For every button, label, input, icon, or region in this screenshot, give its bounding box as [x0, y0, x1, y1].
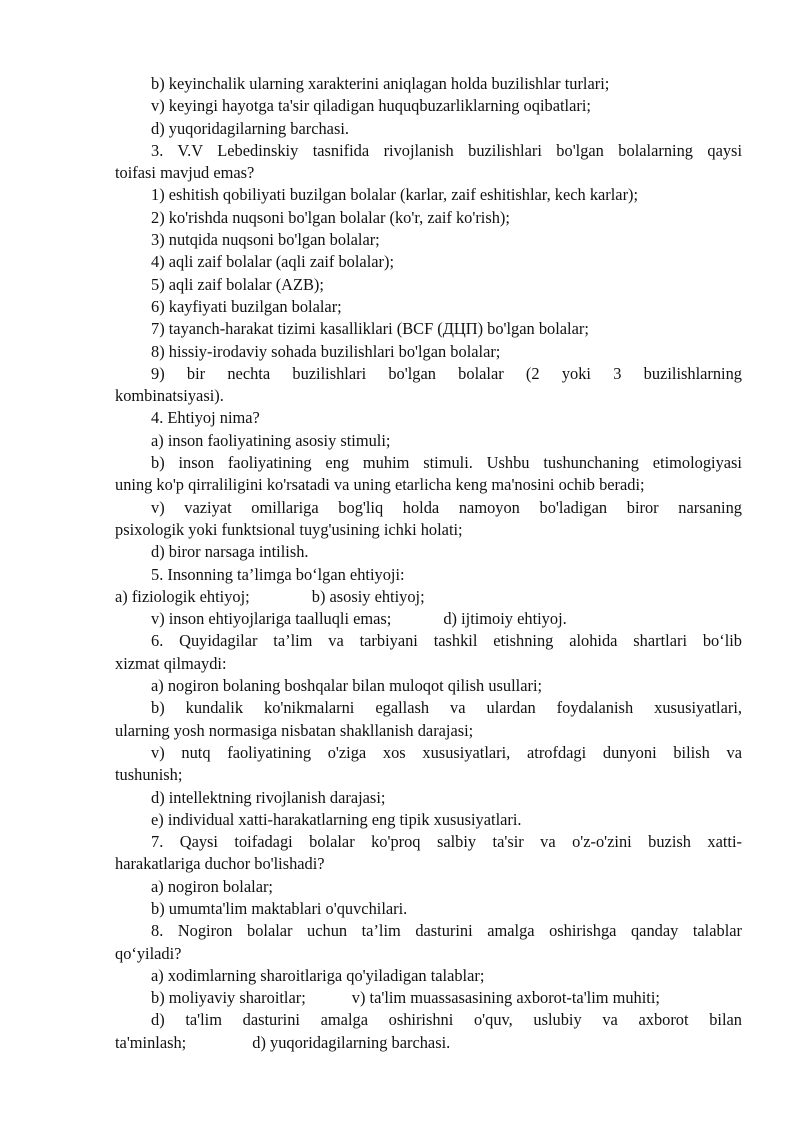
- q8-option-d-cont: ta'minlash;: [115, 1032, 187, 1052]
- question-3-cont: toifasi mavjud emas?: [115, 163, 255, 183]
- q3-option-3: 3) nutqida nuqsoni bo'lgan bolalar;: [151, 230, 380, 250]
- question-3: 3. V.V Lebedinskiy tasnifida rivojlanish buzilishlari bo'lgan bolalarning qaysi: [151, 140, 742, 160]
- q8-options-row: [115, 987, 742, 1009]
- q8-option-a: a) xodimlarning sharoitlariga qo'yiladigan talablar;: [151, 965, 485, 985]
- question-7-cont: harakatlariga duchor bo'lishadi?: [115, 854, 325, 874]
- q8-option-d: d) ta'lim dasturini amalga oshirishni o'quv, uslubiy va axborot bilan: [151, 1010, 742, 1030]
- question-8: 8. Nogiron bolalar uchun ta’lim dasturini amalga oshirishga qanday talablar: [151, 921, 742, 941]
- q3-option-9: 9) bir nechta buzilishlari bo'lgan bolalar (2 yoki 3 buzilishlarning: [151, 363, 742, 383]
- q5-option-d: d) ijtimoiy ehtiyoj.: [443, 609, 567, 629]
- question-4: 4. Ehtiyoj nima?: [151, 408, 260, 428]
- q3-option-8: 8) hissiy-irodaviy sohada buzilishlari bo'lgan bolalar;: [151, 341, 501, 361]
- q3-option-6: 6) kayfiyati buzilgan bolalar;: [151, 296, 342, 316]
- q3-option-7: 7) tayanch-harakat tizimi kasalliklari (BCF (ДЦП) bo'lgan bolalar;: [151, 319, 589, 339]
- q7-option-a: a) nogiron bolalar;: [151, 876, 273, 896]
- q3-option-4: 4) aqli zaif bolalar (aqli zaif bolalar);: [151, 252, 395, 272]
- q3-option-9-cont: kombinatsiyasi).: [115, 386, 224, 406]
- q5-options-row-1: [115, 586, 742, 608]
- q2-option-v: v) keyingi hayotga ta'sir qiladigan huquqbuzarliklarning oqibatlari;: [151, 96, 591, 116]
- q2-option-d: d) yuqoridagilarning barchasi.: [151, 118, 349, 138]
- q6-option-v-cont: tushunish;: [115, 765, 183, 785]
- q6-option-a: a) nogiron bolaning boshqalar bilan muloqot qilish usullari;: [151, 676, 543, 696]
- question-7: 7. Qaysi toifadagi bolalar ko'proq salbiy ta'sir va o'z-o'zini buzish xatti-: [151, 832, 742, 852]
- q4-option-b-cont: uning ko'p qirraliligini ko'rsatadi va uning etarlicha keng ma'nosini ochib beradi;: [115, 475, 645, 495]
- q8-option-d2: d) yuqoridagilarning barchasi.: [252, 1032, 451, 1052]
- q4-option-b: b) inson faoliyatining eng muhim stimuli. Ushbu tushunchaning etimologiyasi: [151, 453, 742, 473]
- q2-option-b: b) keyinchalik ularning xarakterini aniqlagan holda buzilishlar turlari;: [151, 74, 610, 93]
- q5-option-a: a) fiziologik ehtiyoj;: [115, 586, 250, 606]
- q5-options-row-2: [115, 608, 742, 630]
- q3-option-2: 2) ko'rishda nuqsoni bo'lgan bolalar (ko'r, zaif ko'rish);: [151, 207, 510, 227]
- q8-option-b: b) moliyaviy sharoitlar;: [151, 988, 306, 1008]
- q6-option-e: e) individual xatti-harakatlarning eng tipik xususiyatlari.: [151, 809, 522, 829]
- q6-option-b: b) kundalik ko'nikmalarni egallash va ulardan foydalanish xususiyatlari,: [151, 698, 742, 718]
- question-6-cont: xizmat qilmaydi:: [115, 653, 227, 673]
- q6-option-b-cont: ularning yosh normasiga nisbatan shakllanish darajasi;: [115, 720, 474, 740]
- q4-option-d: d) biror narsaga intilish.: [151, 542, 309, 562]
- q4-option-v-cont: psixologik yoki funktsional tuyg'usining ichki holati;: [115, 519, 463, 539]
- q3-option-1: 1) eshitish qobiliyati buzilgan bolalar (karlar, zaif eshitishlar, kech karlar);: [151, 185, 639, 205]
- q4-option-a: a) inson faoliyatining asosiy stimuli;: [151, 430, 391, 450]
- q8-options-last-row: [115, 1032, 742, 1054]
- q7-option-b: b) umumta'lim maktablari o'quvchilari.: [151, 898, 408, 918]
- question-5: 5. Insonning ta’limga bo‘lgan ehtiyoji:: [151, 564, 405, 584]
- q8-option-v: v) ta'lim muassasasining axborot-ta'lim muhiti;: [351, 988, 660, 1008]
- q5-option-v: v) inson ehtiyojlariga taalluqli emas;: [151, 609, 392, 629]
- q3-option-5: 5) aqli zaif bolalar (AZB);: [151, 274, 324, 294]
- q4-option-v: v) vaziyat omillariga bog'liq holda namoyon bo'ladigan biror narsaning: [151, 497, 742, 517]
- q6-option-v: v) nutq faoliyatining o'ziga xos xususiyatlari, atrofdagi dunyoni bilish va: [151, 742, 742, 762]
- question-8-cont: qo‘yiladi?: [115, 943, 182, 963]
- q6-option-d: d) intellektning rivojlanish darajasi;: [151, 787, 386, 807]
- question-6: 6. Quyidagilar ta’lim va tarbiyani tashkil etishning alohida shartlari bo‘lib: [151, 631, 742, 651]
- q5-option-b: b) asosiy ehtiyoj;: [311, 586, 425, 606]
